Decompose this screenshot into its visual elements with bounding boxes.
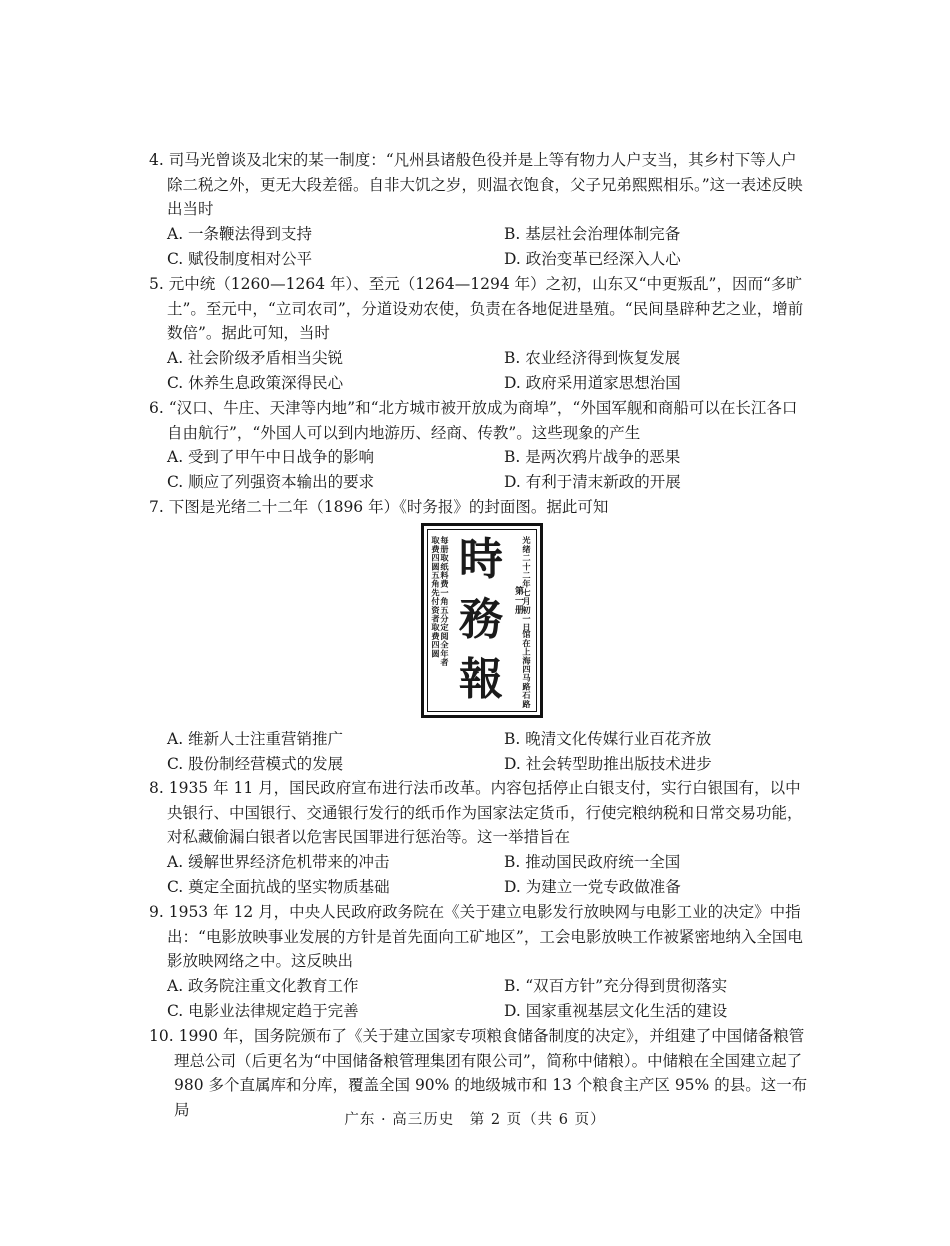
option-d: D. 政府采用道家思想治国	[504, 373, 681, 392]
question-7	[149, 495, 809, 520]
option-c: C. 休养生息政策深得民心	[167, 373, 344, 392]
option-c: C. 赋役制度相对公平	[167, 249, 313, 268]
option-d: D. 社会转型助推出版技术进步	[504, 754, 712, 773]
question-8	[149, 776, 809, 900]
cover-title-char-2: 務	[459, 594, 503, 645]
newspaper-cover-image	[421, 523, 543, 718]
option-a: A. 受到了甲午中日战争的影响	[167, 448, 375, 467]
option-b: B. 基层社会治理体制完备	[504, 225, 681, 244]
option-a: A. 维新人士注重营销推广	[167, 730, 344, 748]
option-a: A. 政务院注重文化教育工作	[167, 977, 359, 996]
cover-title-char-1: 時	[459, 534, 503, 585]
cover-title-char-3: 報	[459, 654, 503, 705]
question-stem: 10. 1990 年，国务院颁布了《关于建立国家专项粮食储备制度的决定》，并组建了中国储备粮管理总公司（后更名为“中国储备粮管理集团有限公司”，简称中储粮）。中储粮在全国建立起了 980 多个直属库和分库，覆盖全国 90% 的地级城市和 13 个粮食主产区 95% 的县。这一布局	[149, 1027, 808, 1120]
option-a: A. 缓解世界经济危机带来的冲击	[167, 853, 390, 872]
question-stem: 4. 司马光曾谈及北宋的某一制度：“凡州县诸般色役并是上等有物力人户支当，其乡村下等人户除二税之外，更无大段差徭。自非大饥之岁，则温衣饱食，父子兄弟熙熙相乐。”这一表述反映出当时	[149, 151, 803, 219]
cover-issue-column: 第一册	[513, 586, 523, 615]
option-a: A. 一条鞭法得到支持	[167, 225, 313, 244]
question-stem: 8. 1935 年 11 月，国民政府宣布进行法币改革。内容包括停止白银支付，实行白银国有，以中央银行、中国银行、交通银行发行的纸币作为国家法定货币，行使完粮纳税和日常交易功能，对私藏偷漏白银者以危害民国罪进行惩治等。这一举措旨在	[149, 779, 803, 847]
option-d: D. 政治变革已经深入人心	[504, 249, 681, 268]
question-stem: 7. 下图是光绪二十二年（1896 年）《时务报》的封面图。据此可知	[149, 498, 609, 516]
option-b: B. 推动国民政府统一全国	[504, 853, 681, 872]
option-c: C. 电影业法律规定趋于完善	[167, 1001, 359, 1020]
option-b: B. “双百方针”充分得到贯彻落实	[504, 977, 728, 996]
question-stem: 5. 元中统（1260—1264 年）、至元（1264—1294 年）之初，山东又“中更叛乱”，因而“多旷土”。至元中，“立司农司”，分道设劝农使，负责在各地促进垦殖。“民间垦辟种艺之业，增前数倍”。据此可知，当时	[149, 275, 804, 343]
cover-date-column: 光绪二十二年七月初一日	[522, 536, 532, 632]
option-a: A. 社会阶级矛盾相当尖锐	[167, 349, 344, 368]
option-b: B. 农业经济得到恢复发展	[504, 349, 681, 368]
page-footer: 广东 · 高三历史 第 2 页（共 6 页）	[344, 1112, 606, 1128]
cover-price-column-2: 取费四圆五角先付资者取费四圆	[431, 536, 441, 658]
option-d: D. 为建立一党专政做准备	[504, 877, 681, 896]
option-c: C. 奠定全面抗战的坚实物质基础	[167, 877, 390, 896]
question-7-options	[149, 727, 809, 776]
question-stem: 6. “汉口、牛庄、天津等内地”和“北方城市被开放成为商埠”，“外国军舰和商船可以在长江各口自由航行”，“外国人可以到内地游历、经商、传教”。这些现象的产生	[149, 399, 798, 442]
option-c: C. 股份制经营模式的发展	[167, 754, 344, 773]
question-9	[149, 900, 809, 1024]
question-stem: 9. 1953 年 12 月，中央人民政府政务院在《关于建立电影发行放映网与电影工业的决定》中指出：“电影放映事业发展的方针是首先面向工矿地区”，工会电影放映工作被紧密地纳入全国电影放映网络之中。这反映出	[149, 903, 803, 971]
cover-price-column-1: 每册取纸料费一角五分定阅全年者	[440, 536, 450, 667]
option-b: B. 是两次鸦片战争的恶果	[504, 448, 681, 467]
option-d: D. 有利于清末新政的开展	[504, 473, 681, 492]
question-5	[149, 272, 809, 396]
option-b: B. 晚清文化传媒行业百花齐放	[504, 730, 712, 748]
question-6	[149, 396, 809, 495]
option-c: C. 顺应了列强资本输出的要求	[167, 473, 375, 492]
question-4	[149, 148, 809, 272]
cover-address-column: 馆在上海四马路石路	[522, 630, 532, 709]
option-d: D. 国家重视基层文化生活的建设	[504, 1001, 728, 1020]
